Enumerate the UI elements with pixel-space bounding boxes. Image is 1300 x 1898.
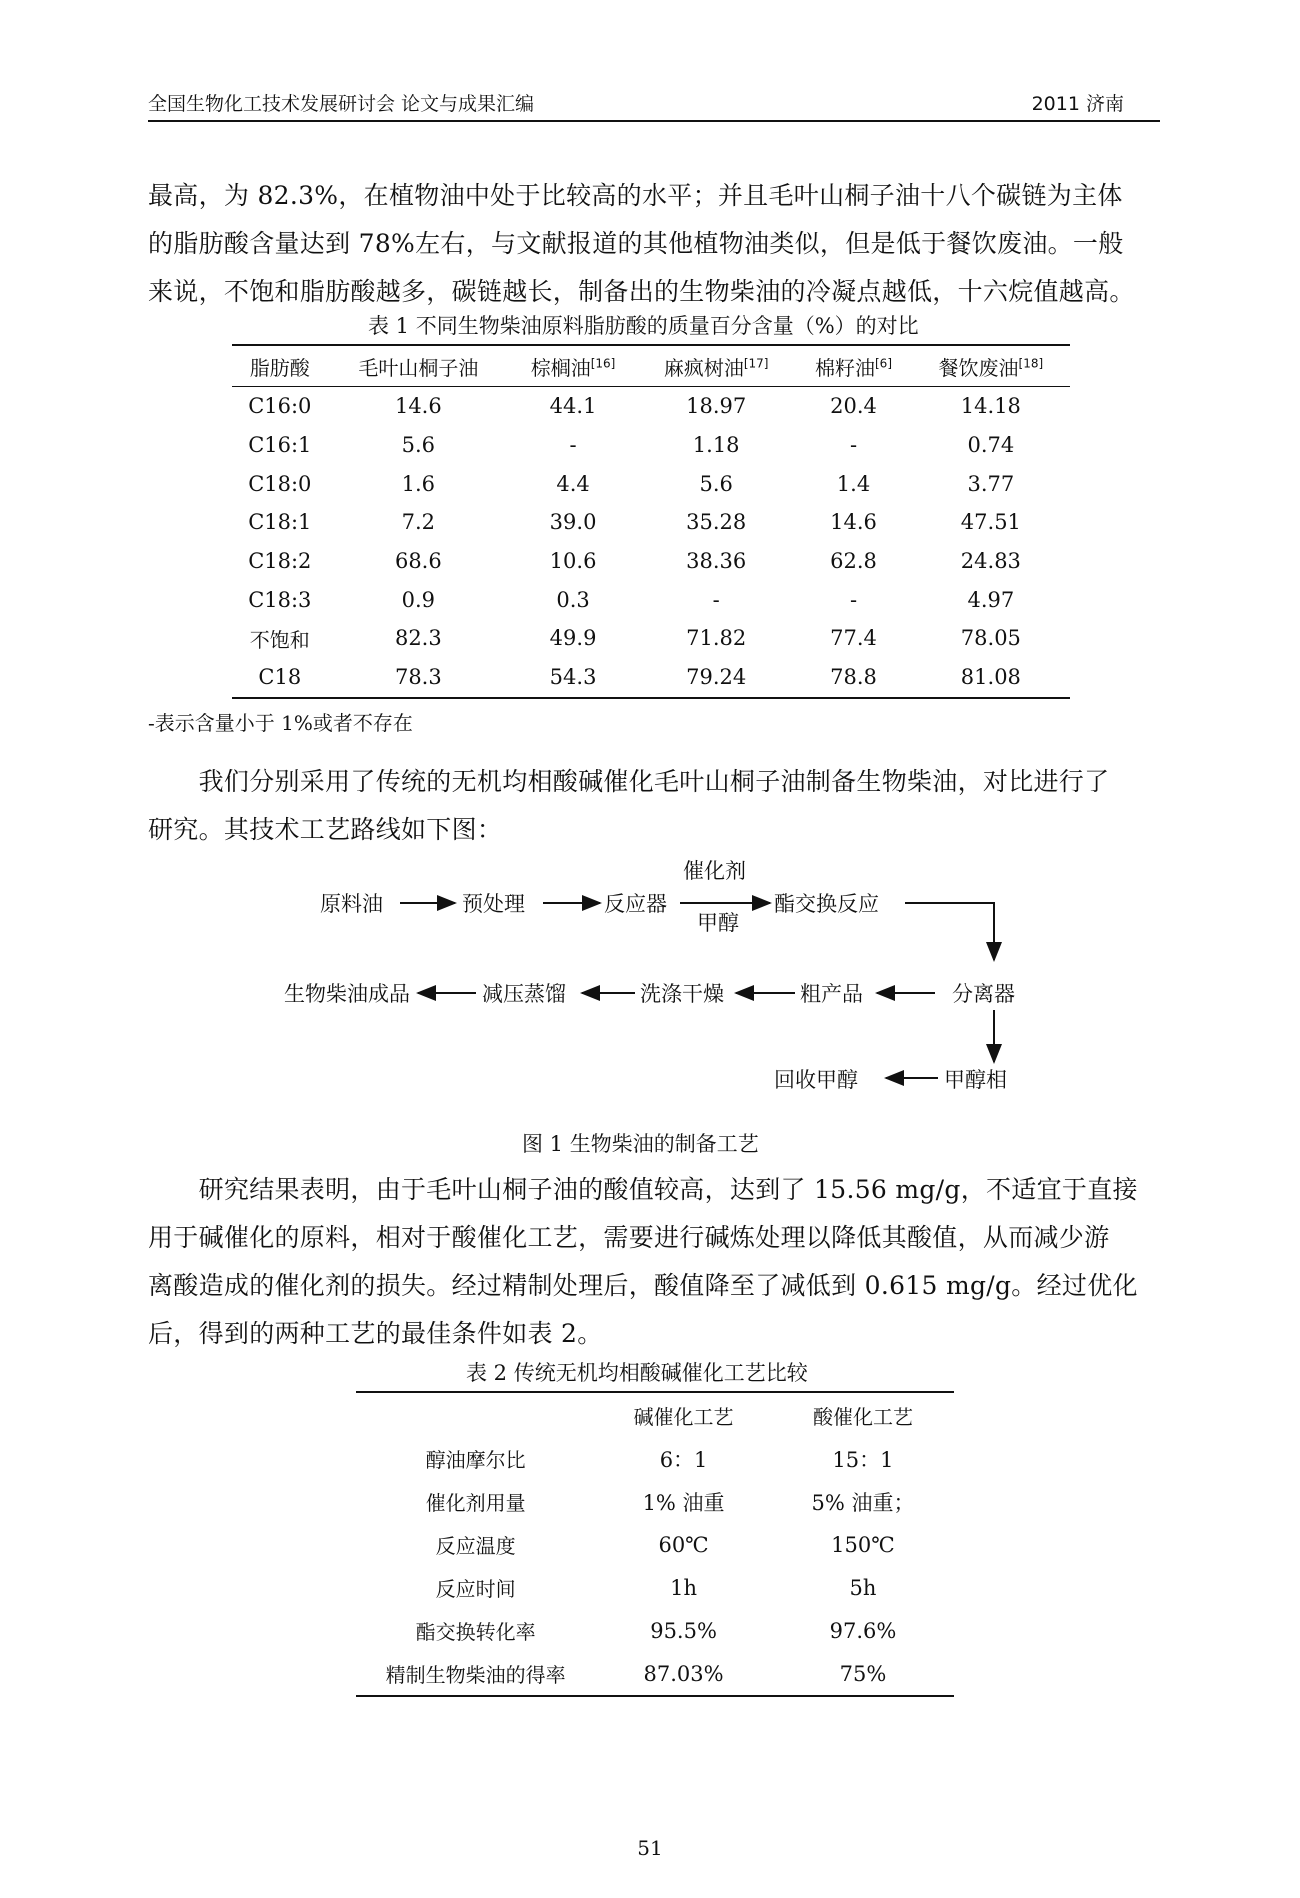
table-cell: 24.83 bbox=[960, 549, 1021, 574]
table-cell: 1.4 bbox=[836, 471, 871, 496]
table-header-cell: 棕榈油[16] bbox=[509, 345, 637, 387]
table-cell: 5h bbox=[849, 1575, 877, 1600]
table-cell: 44.1 bbox=[549, 394, 597, 419]
table-cell: 35.28 bbox=[686, 510, 747, 535]
table-cell: - bbox=[849, 587, 858, 612]
table-cell: 14.6 bbox=[394, 394, 442, 419]
table-cell: 5% 油重； bbox=[811, 1490, 915, 1515]
table-header-cell: 棉籽油[6] bbox=[795, 345, 911, 387]
table-cell: 4.4 bbox=[556, 471, 590, 496]
table-cell: 5.6 bbox=[401, 433, 436, 458]
node-transesterification: 酯交换反应 bbox=[774, 892, 879, 916]
node-reactor: 反应器 bbox=[604, 892, 667, 916]
table-header-row bbox=[356, 1392, 954, 1437]
table-cell: 反应温度 bbox=[435, 1534, 516, 1558]
table-cell: 95.5% bbox=[650, 1618, 717, 1643]
table-header-cell bbox=[356, 1392, 595, 1437]
table-cell: 1.6 bbox=[401, 471, 436, 496]
table-cell: 78.05 bbox=[960, 626, 1021, 651]
table-header-cell: 麻疯树油[17] bbox=[637, 345, 795, 387]
table-cell: 1.18 bbox=[692, 433, 740, 458]
table-cell: C16:1 bbox=[248, 433, 312, 458]
table-cell: 87.03% bbox=[643, 1661, 724, 1686]
table-cell: 82.3 bbox=[394, 626, 442, 651]
node-vacuum-distillation: 减压蒸馏 bbox=[482, 982, 566, 1006]
table-cell: 催化剂用量 bbox=[425, 1491, 526, 1515]
table-2 bbox=[356, 1391, 954, 1697]
table-cell: - bbox=[569, 433, 577, 458]
table-header-cell: 餐饮废油[18] bbox=[912, 345, 1070, 387]
table-cell: C18:0 bbox=[248, 471, 312, 496]
table-row bbox=[356, 1609, 954, 1652]
table-cell: C16:0 bbox=[248, 394, 312, 419]
table-cell: - bbox=[712, 587, 720, 612]
paragraph-line: 最高，为 82.3%，在植物油中处于比较高的水平；并且毛叶山桐子油十八个碳链为主体 bbox=[148, 181, 1123, 210]
paragraph-3 bbox=[148, 1166, 1160, 1358]
table-cell: 18.97 bbox=[686, 394, 747, 419]
node-pretreatment: 预处理 bbox=[462, 892, 525, 916]
paragraph-line: 后，得到的两种工艺的最佳条件如表 2。 bbox=[148, 1319, 603, 1348]
table-cell: 39.0 bbox=[549, 510, 597, 535]
figure-1-caption: 图 1 生物柴油的制备工艺 bbox=[522, 1132, 759, 1156]
table-cell: 60℃ bbox=[658, 1532, 709, 1557]
paragraph-line: 研究。其技术工艺路线如下图： bbox=[148, 815, 503, 844]
node-crude-product: 粗产品 bbox=[800, 982, 863, 1006]
table-header-cell: 酸催化工艺 bbox=[812, 1404, 913, 1429]
paragraph-line: 离酸造成的催化剂的损失。经过精制处理后，酸值降至了减低到 0.615 mg/g。经过优化 bbox=[148, 1271, 1138, 1300]
table-1-note: -表示含量小于 1%或者不存在 bbox=[148, 711, 413, 735]
table-cell: 0.3 bbox=[556, 587, 590, 612]
table-cell: 反应时间 bbox=[435, 1577, 516, 1601]
table-cell: 5.6 bbox=[699, 471, 733, 496]
table-cell: 150℃ bbox=[831, 1532, 895, 1557]
table-cell: 0.74 bbox=[967, 433, 1015, 458]
table-header-cell: 脂肪酸 bbox=[232, 345, 328, 387]
table-cell: 10.6 bbox=[549, 549, 597, 574]
table-header-cell: 碱催化工艺 bbox=[633, 1404, 734, 1429]
table-header-cell: 毛叶山桐子油 bbox=[328, 345, 509, 387]
flow-arrow bbox=[905, 903, 994, 960]
table-cell: C18:2 bbox=[248, 549, 312, 574]
header-year-place: 2011 济南 bbox=[1031, 93, 1124, 115]
table-cell: 75% bbox=[839, 1661, 887, 1686]
table-cell: 14.6 bbox=[830, 510, 877, 535]
table-cell: 71.82 bbox=[686, 626, 747, 651]
page-number: 51 bbox=[637, 1836, 663, 1860]
table-cell: 0.9 bbox=[401, 587, 436, 612]
citation-ref: [6] bbox=[875, 355, 892, 370]
table-cell: 62.8 bbox=[830, 549, 877, 574]
table-row bbox=[356, 1523, 954, 1566]
table-cell: C18:3 bbox=[248, 587, 312, 612]
table-cell: 14.18 bbox=[960, 394, 1021, 419]
table-cell: 4.97 bbox=[967, 587, 1015, 612]
citation-ref: [18] bbox=[1018, 355, 1044, 370]
node-methanol: 甲醇 bbox=[697, 911, 739, 935]
table-cell: 81.08 bbox=[960, 665, 1021, 690]
table-cell: 79.24 bbox=[686, 665, 747, 690]
table-cell: 20.4 bbox=[830, 394, 877, 419]
table-cell: 78.3 bbox=[394, 665, 442, 690]
table-cell: 78.8 bbox=[830, 665, 877, 690]
table-cell: 精制生物柴油的得率 bbox=[385, 1663, 566, 1687]
table-row bbox=[356, 1480, 954, 1523]
table-cell: 醇油摩尔比 bbox=[425, 1448, 526, 1472]
table-cell: 38.36 bbox=[686, 549, 747, 574]
paragraph-line: 来说，不饱和脂肪酸越多，碳链越长，制备出的生物柴油的冷凝点越低，十六烷值越高。 bbox=[148, 277, 1135, 306]
table-row bbox=[356, 1437, 954, 1480]
citation-ref: [16] bbox=[590, 355, 616, 370]
table-cell: 3.77 bbox=[967, 471, 1015, 496]
table-cell: 47.51 bbox=[960, 510, 1021, 535]
table-row bbox=[356, 1652, 954, 1696]
table-cell: 酯交换转化率 bbox=[415, 1620, 536, 1644]
table-cell: - bbox=[849, 433, 858, 458]
citation-ref: [17] bbox=[743, 355, 769, 370]
table-row bbox=[356, 1566, 954, 1609]
paragraph-line: 用于碱催化的原料，相对于酸催化工艺，需要进行碱炼处理以降低其酸值，从而减少游 bbox=[148, 1223, 1110, 1252]
table-cell: 77.4 bbox=[830, 626, 877, 651]
paragraph-line: 研究结果表明，由于毛叶山桐子油的酸值较高，达到了 15.56 mg/g，不适宜于直接 bbox=[148, 1175, 1138, 1204]
node-separator: 分离器 bbox=[952, 982, 1015, 1006]
table-cell: 1% 油重 bbox=[642, 1490, 725, 1515]
table-cell: 68.6 bbox=[394, 549, 442, 574]
table-cell: 49.9 bbox=[549, 626, 597, 651]
node-wash-dry: 洗涤干燥 bbox=[640, 982, 724, 1006]
header-title: 全国生物化工技术发展研讨会 论文与成果汇编 bbox=[148, 93, 535, 115]
table-cell: 1h bbox=[670, 1575, 697, 1600]
table-cell: 97.6% bbox=[829, 1618, 897, 1643]
node-catalyst: 催化剂 bbox=[683, 859, 746, 883]
node-biodiesel-product: 生物柴油成品 bbox=[284, 982, 410, 1006]
table-2-caption: 表 2 传统无机均相酸碱催化工艺比较 bbox=[466, 1361, 808, 1385]
table-cell: 15：1 bbox=[832, 1447, 894, 1472]
node-recover-methanol: 回收甲醇 bbox=[774, 1068, 858, 1092]
table-cell: 不饱和 bbox=[249, 627, 310, 652]
paragraph-line: 的脂肪酸含量达到 78%左右，与文献报道的其他植物油类似，但是低于餐饮废油。一般 bbox=[148, 229, 1124, 258]
table-cell: 54.3 bbox=[549, 665, 597, 690]
table-1-caption: 表 1 不同生物柴油原料脂肪酸的质量百分含量（%）的对比 bbox=[368, 314, 919, 338]
node-methanol-phase: 甲醇相 bbox=[944, 1068, 1007, 1092]
table-cell: 7.2 bbox=[401, 510, 436, 535]
node-raw-oil: 原料油 bbox=[320, 892, 383, 916]
table-cell: 6：1 bbox=[659, 1447, 708, 1472]
table-cell: C18:1 bbox=[248, 510, 312, 535]
table-cell: C18 bbox=[258, 665, 302, 690]
paragraph-line: 我们分别采用了传统的无机均相酸碱催化毛叶山桐子油制备生物柴油，对比进行了 bbox=[148, 767, 1110, 796]
